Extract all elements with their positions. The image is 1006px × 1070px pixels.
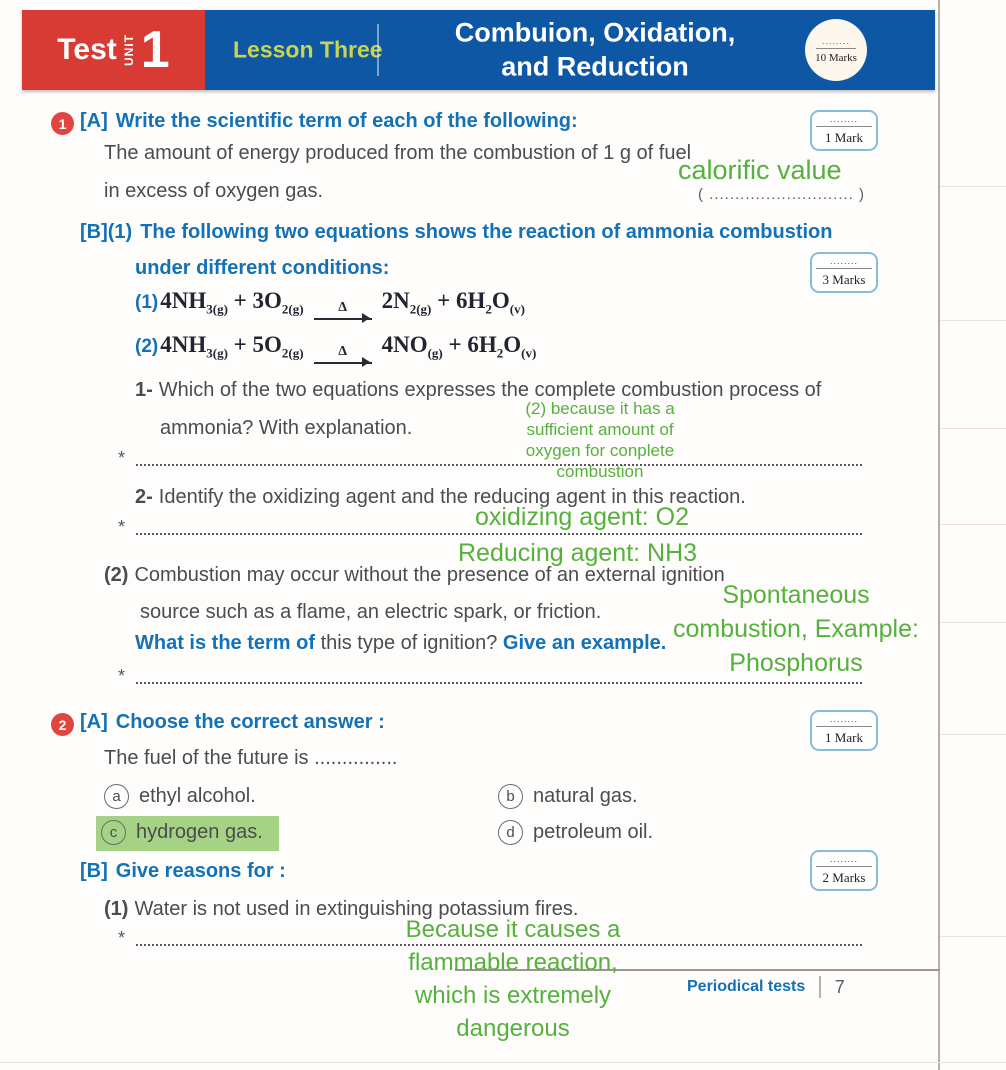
q1b-part2-line1: (2) Combustion may occur without the presence of an external ignition bbox=[104, 564, 725, 586]
question-2-number: 2 bbox=[51, 713, 74, 736]
annotation-calorific-value: calorific value bbox=[678, 155, 842, 185]
q1b-sub1-label: 1- bbox=[135, 379, 153, 401]
footer-divider bbox=[819, 976, 821, 998]
option-d-letter: d bbox=[498, 820, 523, 845]
background-rule-line bbox=[940, 320, 1006, 321]
background-rule-line bbox=[940, 524, 1006, 525]
background-rule-line bbox=[940, 936, 1006, 937]
q1b-label: [B](1) bbox=[80, 221, 133, 243]
option-b: b natural gas. bbox=[498, 784, 638, 809]
q1b-part2-line2: source such as a flame, an electric spark, or friction. bbox=[140, 601, 602, 623]
background-rule-line bbox=[940, 734, 1006, 735]
q1b-sub1-line2: ammonia? With explanation. bbox=[160, 417, 413, 439]
chemical-equation-1: $(1)4NH_{3(g)} + 3O_{2(g)}$ Δ $2N_{2(g)} + 6H_2O_{(v)}$ bbox=[135, 288, 525, 320]
q2b-item1: (1) Water is not used in extinguishing potassium fires. bbox=[104, 898, 579, 920]
q1b-heading-line1: [B](1) The following two equations shows the reaction of ammonia combustion bbox=[80, 221, 833, 243]
page-footer bbox=[687, 976, 845, 998]
option-c-letter: c bbox=[101, 820, 126, 845]
q1b-sub2-label: 2- bbox=[135, 486, 153, 508]
test-unit-banner bbox=[22, 10, 205, 90]
q1b-part2-question: What is the term of this type of ignition? Give an example. bbox=[135, 632, 667, 654]
page-number: 7 bbox=[834, 976, 845, 997]
option-a: a ethyl alcohol. bbox=[104, 784, 256, 809]
lesson-name: Lesson Three bbox=[233, 36, 383, 63]
background-rule-line bbox=[940, 186, 1006, 187]
option-d: d petroleum oil. bbox=[498, 820, 653, 845]
q1a-answer-blank: ( ............................ ) bbox=[698, 186, 866, 203]
q1a-marks-box: ........ 1 Mark bbox=[810, 110, 878, 151]
q1b-part2-label: (2) bbox=[104, 564, 129, 586]
q2b-marks-box: ........ 2 Marks bbox=[810, 850, 878, 891]
option-a-letter: a bbox=[104, 784, 129, 809]
q1a-heading: [A] Write the scientific term of each of the following: bbox=[80, 110, 578, 132]
test-title: Combuion, Oxidation, and Reduction bbox=[454, 17, 736, 81]
annotation-oxidizing-agent: oxidizing agent: O2 bbox=[475, 503, 690, 531]
test-label: Test bbox=[57, 33, 117, 66]
q1b-marks-box: ........ 3 Marks bbox=[810, 252, 878, 293]
header-divider bbox=[377, 24, 379, 76]
q1a-label: [A] bbox=[80, 110, 108, 132]
q2a-label: [A] bbox=[80, 711, 108, 733]
q1b-part2-blue1: What is the term of bbox=[135, 632, 316, 654]
q2a-marks-box: ........ 1 Mark bbox=[810, 710, 878, 751]
q1b-heading-line2: under different conditions: bbox=[135, 257, 390, 279]
page-edge-line bbox=[938, 0, 940, 1070]
annotation-reducing-agent: Reducing agent: NH3 bbox=[458, 539, 698, 567]
q1b-sub2-text: 2- Identify the oxidizing agent and the reducing agent in this reaction. bbox=[135, 486, 746, 508]
answer-highlight: c hydrogen gas. bbox=[96, 816, 279, 851]
q1a-text-line2: in excess of oxygen gas. bbox=[104, 180, 324, 202]
unit-label: UNIT bbox=[121, 34, 136, 66]
annotation-potassium-reason: Because it causes a flammable reaction, which is extremely dangerous bbox=[405, 916, 621, 1042]
footer-label: Periodical tests bbox=[687, 978, 806, 995]
annotation-spontaneous-combustion: Spontaneous combustion, Example: Phosphorus bbox=[673, 581, 919, 677]
option-b-letter: b bbox=[498, 784, 523, 809]
background-rule-line bbox=[940, 622, 1006, 623]
q2a-stem: The fuel of the future is ............... bbox=[104, 747, 398, 769]
q1b-sub1-line1: 1- Which of the two equations expresses the complete combustion process of bbox=[135, 379, 822, 401]
total-marks-badge: ........ 10 Marks bbox=[805, 19, 867, 81]
q2b-item1-label: (1) bbox=[104, 898, 129, 920]
background-rule-line bbox=[940, 428, 1006, 429]
annotation-complete-combustion: (2) because it has a sufficient amount of oxygen for conplete combustion bbox=[525, 399, 675, 481]
background-rule-line bbox=[0, 1062, 1006, 1063]
test-header bbox=[22, 10, 935, 90]
q2b-heading: [B] Give reasons for : bbox=[80, 860, 286, 882]
chemical-equation-2: $(2)4NH_{3(g)} + 5O_{2(g)}$ Δ $4NO_{(g)} + 6H_2O_{(v)}$ bbox=[135, 332, 536, 364]
q1b-part2-blue2: Give an example. bbox=[502, 632, 667, 654]
reaction-arrow-icon: Δ bbox=[314, 301, 372, 320]
equation-label: (2) bbox=[135, 336, 159, 357]
equation-label: (1) bbox=[135, 292, 159, 313]
question-1-number: 1 bbox=[51, 112, 74, 135]
lesson-title-banner bbox=[205, 10, 935, 90]
option-c-selected bbox=[96, 816, 279, 851]
q2a-heading: [A] Choose the correct answer : bbox=[80, 711, 385, 733]
q1a-text-line1: The amount of energy produced from the combustion of 1 g of fuel bbox=[104, 142, 692, 164]
reaction-arrow-icon: Δ bbox=[314, 345, 372, 364]
unit-number: 1 bbox=[140, 21, 170, 79]
q2b-label: [B] bbox=[80, 860, 108, 882]
answer-line bbox=[118, 450, 862, 466]
